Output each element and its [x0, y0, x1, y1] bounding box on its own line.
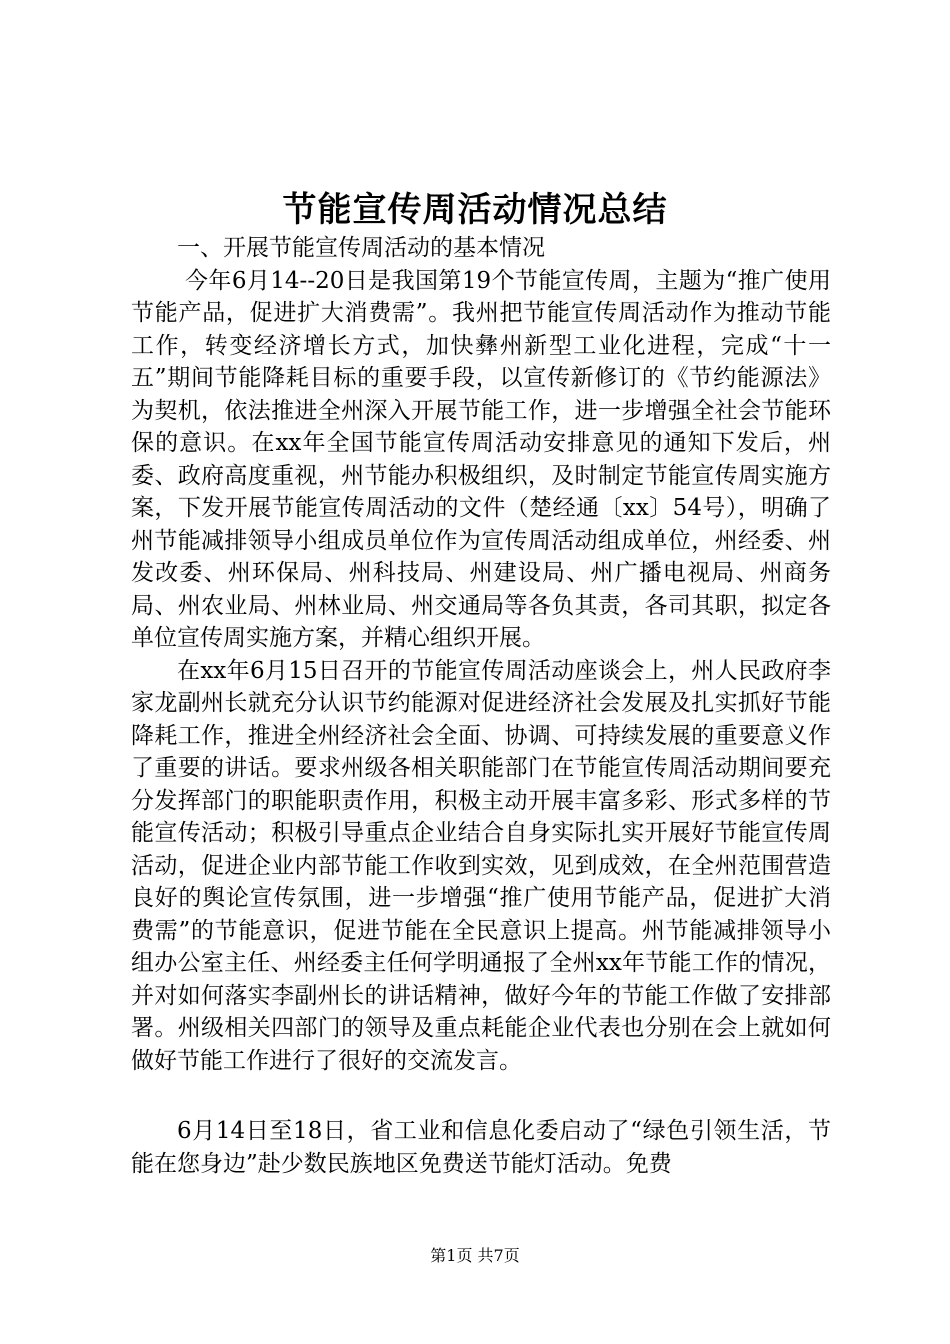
paragraph-3: 6月14日至18日，省工业和信息化委启动了“绿色引领生活，节能在您身边”赴少数民族地区免费送节能灯活动。免费: [131, 1118, 831, 1177]
paragraph-2: 在xx年6月15日召开的节能宣传周活动座谈会上，州人民政府李家龙副州长就充分认识节约能源对促进经济社会发展及扎实抓好节能降耗工作，推进全州经济社会全面、协调、可持续发展的重要意义作了重要的讲话。要求州级各相关职能部门在节能宣传周活动期间要充分发挥部门的职能职责作用，积极主动开展丰富多彩、形式多样的节能宣传活动；积极引导重点企业结合自身实际扎实开展好节能宣传周活动，促进企业内部节能工作收到实效，见到成效，在全州范围营造良好的舆论宣传氛围，进一步增强“推广使用节能产品，促进扩大消费需”的节能意识，促进节能在全民意识上提高。州节能减排领导小组办公室主任、州经委主任何学明通报了全州xx年节能工作的情况，并对如何落实李副州长的讲话精神，做好今年的节能工作做了安排部署。州级相关四部门的领导及重点耗能企业代表也分别在会上就如何做好节能工作进行了很好的交流发言。: [131, 657, 831, 1074]
document-body: [131, 232, 831, 1180]
document-title: 节能宣传周活动情况总结: [282, 190, 668, 230]
paragraph-1: 今年6月14--20日是我国第19个节能宣传周，主题为“推广使用节能产品，促进扩大消费需”。我州把节能宣传周活动作为推动节能工作，转变经济增长方式，加快彝州新型工业化进程，完成“十一五”期间节能降耗目标的重要手段，以宣传新修订的《节约能源法》为契机，依法推进全州深入开展节能工作，进一步增强全社会节能环保的意识。在xx年全国节能宣传周活动安排意见的通知下发后，州委、政府高度重视，州节能办积极组织，及时制定节能宣传周实施方案，下发开展节能宣传周活动的文件（楚经通〔xx〕54号），明确了州节能减排领导小组成员单位作为宣传周活动组成单位，州经委、州发改委、州环保局、州科技局、州建设局、州广播电视局、州商务局、州农业局、州林业局、州交通局等各负其责，各司其职，拟定各单位宣传周实施方案，并精心组织开展。: [131, 267, 831, 651]
paragraph-spacer: [131, 1077, 831, 1115]
section-heading: 一、开展节能宣传周活动的基本情况: [177, 235, 545, 261]
page-number: 第1页 共7页: [430, 1246, 520, 1265]
